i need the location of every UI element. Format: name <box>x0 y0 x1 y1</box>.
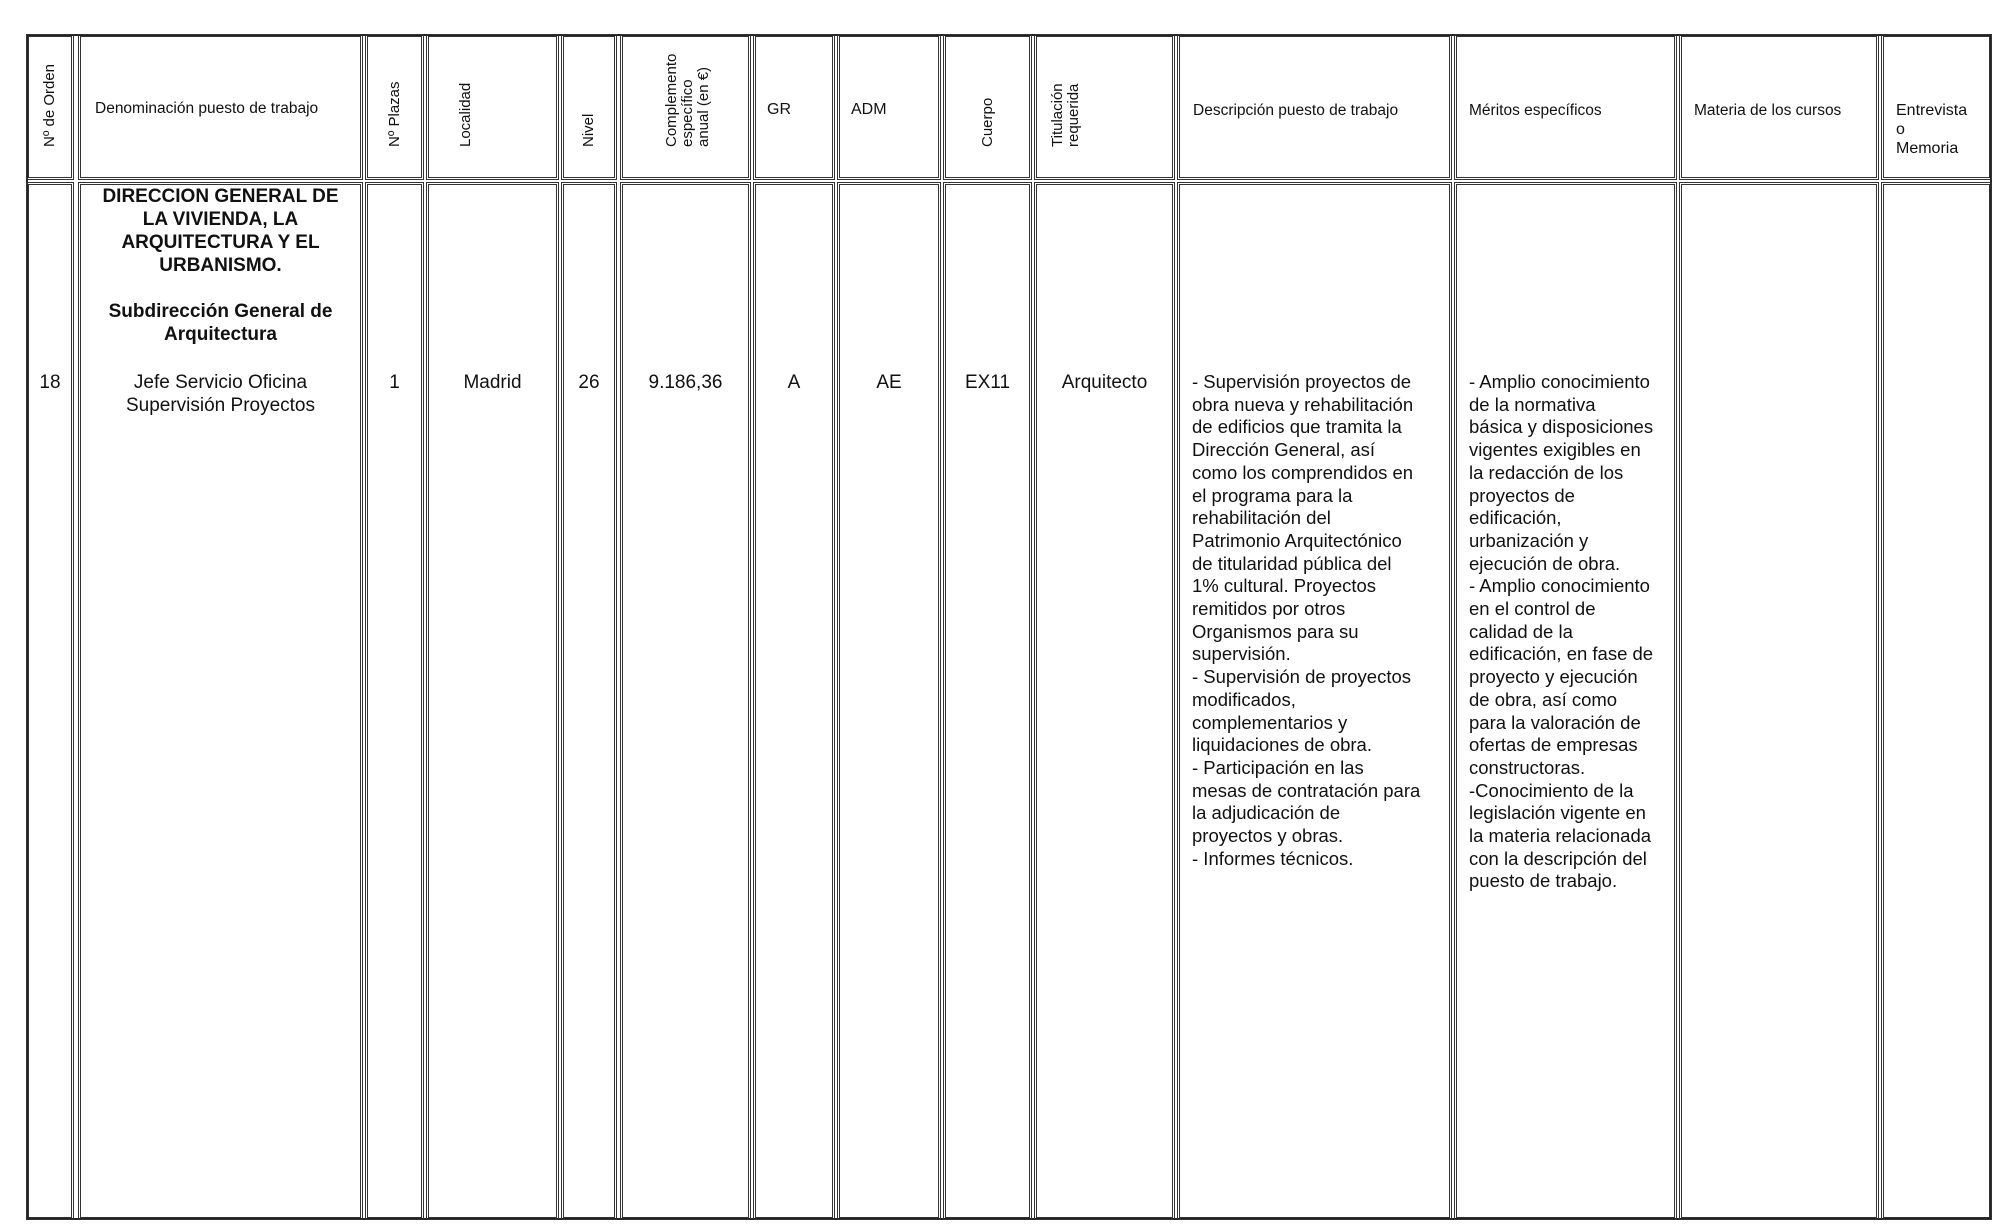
header-complemento-label-2: específico <box>678 79 696 147</box>
gr-value: A <box>787 372 801 393</box>
header-descripcion <box>1177 34 1452 180</box>
header-complemento-label-3: anual (en €) <box>694 66 712 147</box>
header-complemento-label-1: Complemento <box>662 53 680 147</box>
cell-plazas <box>365 182 424 1220</box>
header-cuerpo-label: Cuerpo <box>978 97 996 147</box>
header-adm <box>837 34 941 180</box>
plazas-value: 1 <box>389 372 400 393</box>
meritos-text: - Amplio conocimiento de la normativa básica y disposiciones vigentes exigibles en la redacción de los proyectos de edificación, urbanización y ejecución de obra. - Amplio conocimiento en el control de calidad de la edificación, en fase de proyecto y ejecución de obra, así como para la valoración de ofertas de empresas constructoras. -Conocimiento de la legislación vigente en la materia relacionada con la descripción del puesto de trabajo. <box>1469 371 1654 892</box>
cell-denominacion <box>78 182 363 1220</box>
cell-materia <box>1679 182 1879 1220</box>
header-localidad-label: Localidad <box>456 82 474 147</box>
header-entrevista-label: Entrevista o Memoria <box>1896 102 1968 157</box>
header-titulacion-label-1: Titulación <box>1048 83 1066 147</box>
header-materia <box>1679 34 1879 180</box>
cell-cuerpo <box>943 182 1032 1220</box>
cell-complemento <box>620 182 751 1220</box>
header-titulacion <box>1034 34 1175 180</box>
header-plazas-label: Nº Plazas <box>385 81 403 147</box>
header-plazas <box>365 34 424 180</box>
header-localidad <box>426 34 559 180</box>
cell-titulacion <box>1034 182 1175 1220</box>
header-adm-label: ADM <box>851 101 887 118</box>
cuerpo-value: EX11 <box>964 372 1011 393</box>
header-orden-label: Nº de Orden <box>41 63 58 147</box>
header-meritos <box>1454 34 1677 180</box>
complemento-value: 9.186,36 <box>648 372 723 393</box>
orden-value: 18 <box>39 372 61 393</box>
cell-adm <box>837 182 941 1220</box>
header-nivel <box>561 34 617 180</box>
puesto-name: Jefe Servicio Oficina Supervisión Proyectos <box>125 372 316 416</box>
header-entrevista <box>1881 34 1992 180</box>
header-complemento <box>620 34 751 180</box>
header-denominacion <box>78 34 363 180</box>
localidad-value: Madrid <box>463 372 522 393</box>
header-gr-label: GR <box>767 101 791 118</box>
header-titulacion-label-2: requerida <box>1064 83 1082 147</box>
cell-meritos <box>1454 182 1677 1220</box>
header-gr <box>753 34 835 180</box>
header-nivel-label: Nivel <box>580 113 597 147</box>
organismo-name: DIRECCION GENERAL DE LA VIVIENDA, LA ARQUITECTURA Y EL URBANISMO. <box>102 186 339 276</box>
header-cuerpo <box>943 34 1032 180</box>
cell-descripcion <box>1177 182 1452 1220</box>
titulacion-value: Arquitecto <box>1061 372 1148 393</box>
header-materia-label: Materia de los cursos <box>1694 102 1842 119</box>
descripcion-text: - Supervisión proyectos de obra nueva y rehabilitación de edificios que tramita la Dirección General, así como los comprendidos en el programa para la rehabilitación del Patrimonio Arquitectónico de titularidad pública del 1% cultural. Proyectos remitidos por otros Organismos para su supervisión. - Supervisión de proyectos modificados, complementarios y liquidaciones de obra. - Participación en las mesas de contratación para la adjudicación de proyectos y obras. - Informes técnicos. <box>1192 371 1421 869</box>
header-orden <box>26 34 74 180</box>
nivel-value: 26 <box>578 372 600 393</box>
header-descripcion-label: Descripción puesto de trabajo <box>1193 102 1399 119</box>
cell-orden <box>26 182 74 1220</box>
adm-value: AE <box>876 372 902 393</box>
cell-gr <box>753 182 835 1220</box>
organismo-heading <box>89 185 352 346</box>
header-denominacion-label: Denominación puesto de trabajo <box>95 100 319 117</box>
subdireccion-name: Subdirección General de Arquitectura <box>108 301 333 345</box>
cell-localidad <box>426 182 559 1220</box>
header-meritos-label: Méritos específicos <box>1469 102 1602 119</box>
cell-nivel <box>561 182 617 1220</box>
cell-entrevista <box>1881 182 1992 1220</box>
